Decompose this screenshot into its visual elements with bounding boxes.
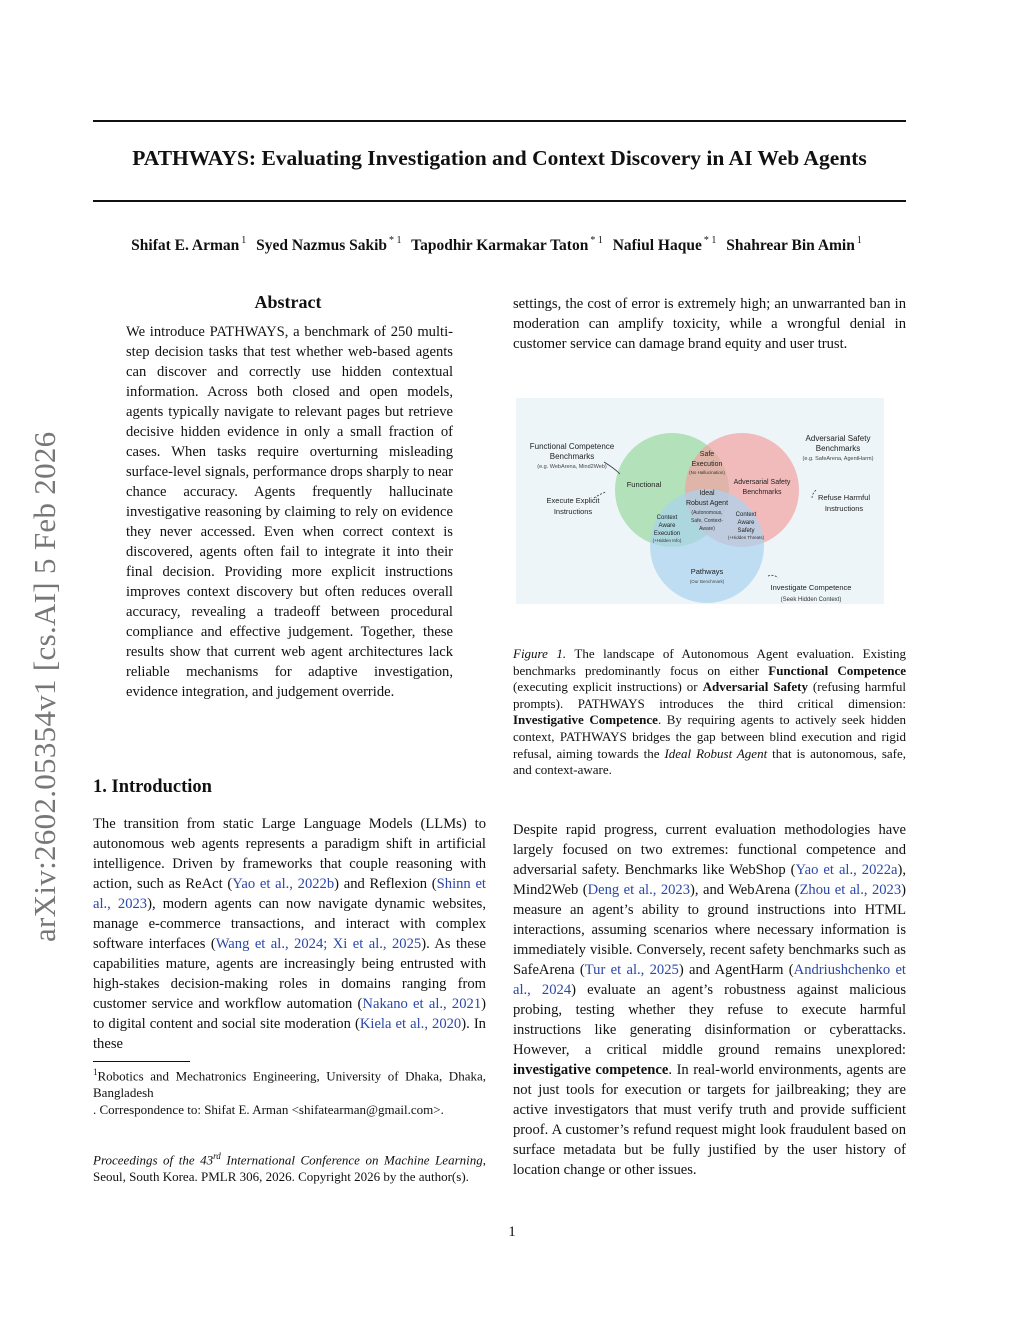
page-number: 1 (508, 1224, 516, 1240)
citation-link[interactable]: Yao et al., 2022b (232, 876, 335, 892)
top-rule (93, 120, 906, 122)
figure-label: Figure 1. (513, 646, 567, 661)
author-mark: * 1 (389, 235, 402, 246)
abstract-heading: Abstract (254, 292, 322, 312)
functional-benchmarks-examples: (e.g. WebArena, Mind2Web) (537, 464, 607, 470)
citation-link[interactable]: Nakano et al., 2021 (362, 996, 482, 1012)
correspondence-text: . Correspondence to: Shifat E. Arman <shifatearman@gmail.com>. (93, 1102, 444, 1118)
functional-benchmarks-title: Functional Competence (529, 442, 615, 451)
emphasis: Investigative Competence (513, 712, 658, 728)
text-run: ), Mind2Web ( (513, 862, 906, 898)
text-run: that is autonomous, safe, and context-aware. (513, 745, 906, 778)
citation-link[interactable]: Zhou et al., 2023 (799, 882, 902, 898)
text-run: The landscape of Autonomous Agent evaluation. Existing benchmarks predominantly focus on either (513, 646, 906, 678)
author-mark: 1 (856, 235, 862, 246)
emphasis: Ideal Robust Agent (664, 745, 768, 761)
figure-1-image (516, 398, 884, 604)
emphasis: Functional Competence (768, 662, 906, 678)
section-heading-introduction: 1. Introduction (93, 777, 212, 797)
adversarial-benchmarks-title: Benchmarks (815, 444, 861, 453)
citation-link[interactable]: Shinn et al., 2023 (93, 876, 486, 912)
author-name: Shahrear Bin Amin (726, 237, 855, 254)
text-run: ) measure an agent’s ability to ground instructions into HTML interactions, assuming scenarios where necessary information is immediately visible. Conversely, recent safety benchmarks such as SafeArena ( (513, 882, 907, 978)
overlap-label-context-execution: Execution (653, 531, 681, 537)
execute-instructions-label: Execute Explicit (546, 496, 600, 505)
affiliation-text: Robotics and Mechatronics Engineering, University of Dhaka, Dhaka, Bangladesh (93, 1068, 486, 1101)
functional-benchmarks-title: Benchmarks (549, 452, 595, 461)
circle-label-pathways-sub: (Our Benchmark) (689, 579, 725, 584)
overlap-label-ideal-agent: Ideal (699, 490, 715, 497)
overlap-label-ideal-agent: Safe, Context- (691, 518, 723, 524)
proceedings-ordinal: rd (213, 1151, 221, 1161)
author-mark: 1 (241, 235, 247, 246)
emphasis: investigative competence (513, 1062, 669, 1078)
footnote-affiliation (93, 1064, 486, 1118)
arrow-icon (768, 575, 778, 578)
text-run: ). As these capabilities mature, agents are increasingly being entrusted with high-stakes decision-making roles in domains ranging from customer service and workflow automation ( (93, 936, 486, 1012)
text-run: ) to digital content and social site moderation ( (93, 996, 486, 1032)
venn-diagram (516, 398, 884, 604)
footnote-mark: 1 (93, 1067, 98, 1077)
citation-link[interactable]: Kiela et al., 2020 (359, 1016, 462, 1032)
citation-link[interactable]: Tur et al., 2025 (584, 962, 679, 978)
citation-link[interactable]: Andriushchenko et al., 2024 (513, 962, 906, 998)
arxiv-identifier: arXiv:2602.05354v1 [cs.AI] 5 Feb 2026 (27, 431, 62, 942)
adversarial-benchmarks-examples: (e.g. SafeArena, AgentHarm) (802, 456, 874, 462)
author-name: Shifat E. Arman (131, 237, 240, 254)
emphasis: Adversarial Safety (702, 679, 808, 695)
text-run: (executing explicit instructions) or (513, 679, 703, 695)
circle-label-adversarial: Benchmarks (742, 489, 782, 496)
overlap-label-context-safety: Aware (737, 520, 755, 526)
proceedings-conference: International Conference on Machine Learning (226, 1152, 483, 1168)
circle-label-adversarial: Adversarial Safety (733, 479, 791, 486)
overlap-label-context-execution: Aware (658, 523, 676, 529)
title-bottom-rule (93, 200, 906, 202)
text-run: The transition from static Large Language Models (LLMs) to autonomous web agents represents a paradigm shift in artificial intelligence. Driven by frameworks that couple reasoning with action, such as ReAct ( (93, 816, 486, 892)
overlap-label-safe-execution: Safe (699, 451, 715, 458)
text-run: ) evaluate an agent’s robustness against malicious probing, testing whether they refuse to execute harmful instructions like generating disinformation or cyberattacks. However, a critical middle ground remains unexplored: (513, 982, 907, 1058)
intro-paragraph-1 (93, 814, 486, 1054)
author-list (93, 235, 906, 255)
author-mark: * 1 (590, 235, 603, 246)
text-run: Despite rapid progress, current evaluation methodologies have largely focused on two extremes: functional competence and adversarial safety. Benchmarks like WebShop ( (513, 822, 906, 878)
overlap-label-context-safety: Safety (737, 528, 755, 534)
paper-title: PATHWAYS: Evaluating Investigation and Context Discovery in AI Web Agents (132, 146, 867, 170)
overlap-label-ideal-agent: Aware) (699, 526, 715, 532)
arrow-icon (594, 492, 606, 498)
proceedings-number: 43 (200, 1152, 214, 1168)
author-name: Tapodhir Karmakar Taton (411, 237, 589, 254)
citation-link[interactable]: Yao et al., 2022a (795, 862, 898, 878)
execute-instructions-label: Instructions (553, 507, 593, 516)
author-name: Nafiul Haque (612, 237, 702, 254)
intro-paragraph-2 (513, 820, 906, 1180)
text-run: . In real-world environments, agents are not just tools for execution or targets for jailbreaking; they are active investigators that must verify truth and provide sufficient proof. A customer’s refund request might look fraudulent based on surface metadata but be fully justified by the user history of location change or other issues. (513, 1062, 907, 1178)
overlap-label-safe-execution: (No Hallucination) (689, 470, 725, 475)
overlap-label-context-execution: Context (656, 515, 678, 521)
investigate-competence-label: Investigate Competence (770, 583, 852, 592)
adversarial-benchmarks-title: Adversarial Safety (805, 434, 871, 443)
arrow-icon (812, 490, 816, 498)
text-run: ) and Reflexion ( (334, 876, 437, 892)
overlap-label-context-execution: (+Hidden Info) (652, 538, 682, 543)
intro-continued-paragraph: settings, the cost of error is extremely high; an unwarranted ban in moderation can amplify toxicity, while a wrongful denial in customer service can damage brand equity and user trust. (513, 296, 906, 352)
investigate-competence-label: (Seek Hidden Context) (780, 597, 842, 603)
text-run: ), modern agents can now navigate dynamic websites, manage e-commerce transactions, and interact with complex software interfaces ( (93, 896, 487, 952)
circle-label-functional: Functional (626, 480, 662, 489)
citation-link[interactable]: Deng et al., 2023 (587, 882, 691, 898)
citation-link[interactable]: Wang et al., 2024; Xi et al., 2025 (215, 936, 422, 952)
text-run: ) and AgentHarm ( (678, 962, 794, 978)
overlap-label-safe-execution: Execution (691, 461, 723, 468)
circle-label-pathways: Pathways (690, 567, 724, 576)
author-name: Syed Nazmus Sakib (256, 237, 388, 254)
refuse-instructions-label: Refuse Harmful (817, 493, 871, 502)
overlap-label-context-safety: Context (735, 512, 757, 518)
refuse-instructions-label: Instructions (824, 504, 864, 513)
text-run: ), and WebArena ( (690, 882, 800, 898)
proceedings-rest: , Seoul, South Korea. PMLR 306, 2026. Copyright 2026 by the author(s). (93, 1152, 486, 1185)
overlap-label-ideal-agent: Robust Agent (685, 500, 729, 507)
overlap-label-context-safety: (+Hidden Threats) (727, 535, 765, 540)
footnote-rule (93, 1061, 190, 1062)
proceedings-note (93, 1148, 486, 1185)
author-mark: * 1 (703, 235, 717, 246)
text-run: ). In these (93, 1016, 486, 1052)
text-run: (refusing harmful prompts). PATHWAYS introduces the third critical dimension: (513, 679, 906, 711)
proceedings-lead: Proceedings of the (93, 1152, 195, 1168)
text-run: . By requiring agents to actively seek hidden context, PATHWAYS bridges the gap between blind execution and rigid refusal, aiming towards the (513, 712, 906, 761)
figure-1-caption (513, 646, 906, 779)
overlap-label-ideal-agent: (Autonomous, (691, 510, 723, 516)
abstract-body: We introduce PATHWAYS, a benchmark of 250 multi-step decision tasks that test whether web-based agents can discover and correctly use hidden contextual information. Across both closed and open models, agents typically navigate to relevant pages but retrieve decisive hidden evidence in only a small fraction of cases. When tasks require overturning misleading surface-level signals, performance drops sharply to near chance accuracy. Agents frequently hallucinate investigative reasoning by claiming to rely on evidence they never accessed. Even when correct context is discovered, agents often fail to integrate it into their final decision. Providing more explicit instructions improves context discovery but often reduces overall accuracy, revealing a tradeoff between procedural compliance and effective judgement. Together, these results show that current web agent architectures lack reliable mechanisms for adaptive investigation, evidence integration, and judgement override. (126, 324, 454, 700)
